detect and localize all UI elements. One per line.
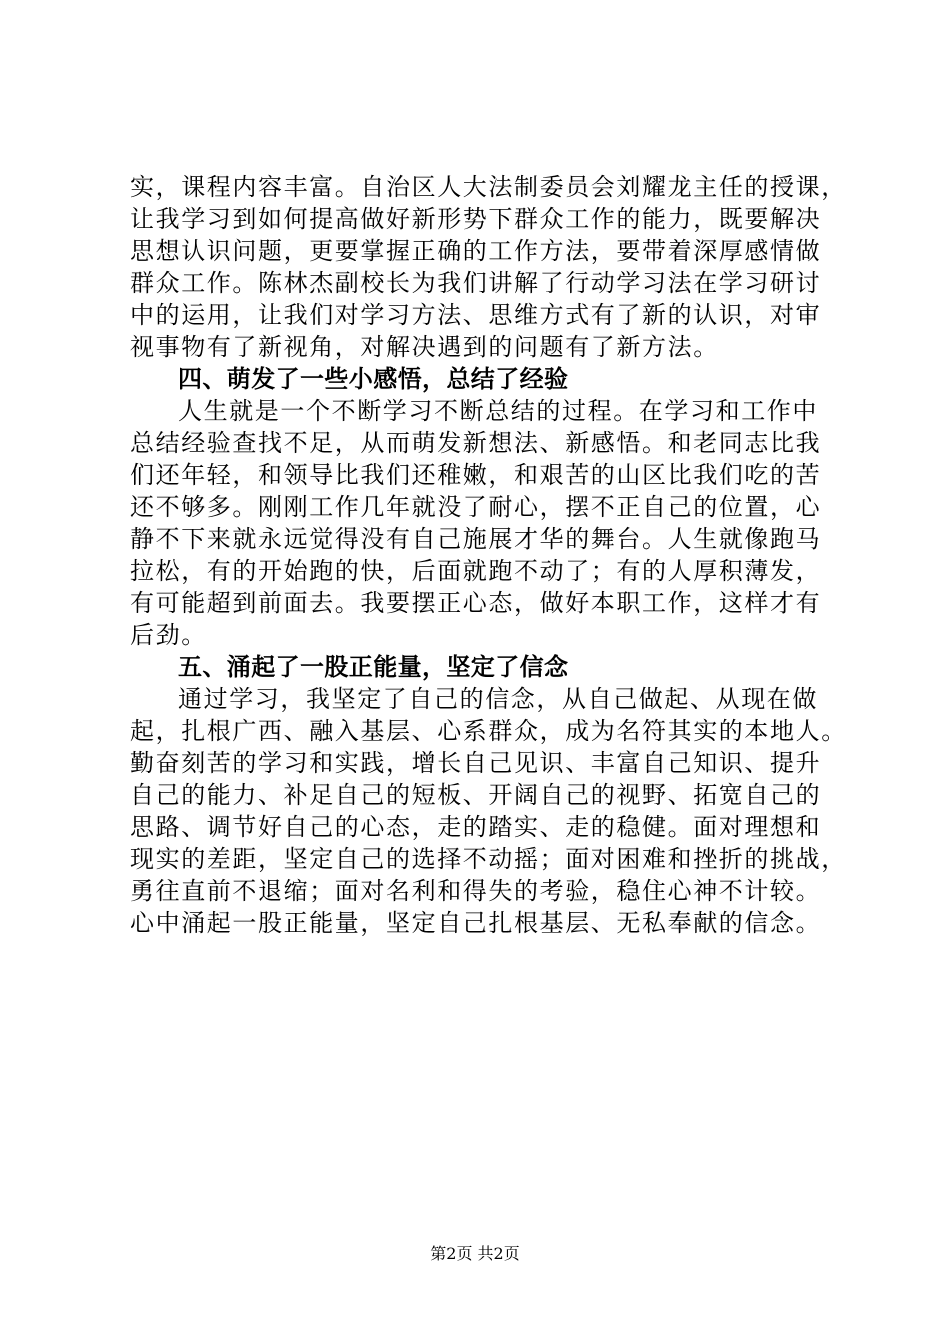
- paragraph-line: 总结经验查找不足，从而萌发新想法、新感悟。和老同志比我: [130, 429, 822, 457]
- paragraph-line: 通过学习，我坚定了自己的信念，从自己做起、从现在做: [178, 685, 818, 713]
- document-body: [130, 171, 847, 939]
- paragraph-line: 中的运用，让我们对学习方法、思维方式有了新的认识，对审: [130, 301, 822, 329]
- paragraph-line: 有可能超到前面去。我要摆正心态，做好本职工作，这样才有: [130, 589, 822, 617]
- section-heading-5: 五、涌起了一股正能量，坚定了信念: [178, 653, 569, 681]
- paragraph-line: 群众工作。陈林杰副校长为我们讲解了行动学习法在学习研讨: [130, 269, 822, 297]
- paragraph-line: 静不下来就永远觉得没有自己施展才华的舞台。人生就像跑马: [130, 525, 822, 553]
- paragraph-line: 心中涌起一股正能量，坚定自己扎根基层、无私奉献的信念。: [130, 909, 822, 937]
- page-number-footer: 第2页 共2页: [430, 1244, 520, 1263]
- paragraph-line: 让我学习到如何提高做好新形势下群众工作的能力，既要解决: [130, 205, 822, 233]
- paragraph-line: 拉松，有的开始跑的快，后面就跑不动了；有的人厚积薄发，: [130, 557, 822, 585]
- paragraph-line: 实，课程内容丰富。自治区人大法制委员会刘耀龙主任的授课，: [130, 173, 847, 201]
- paragraph-line: 还不够多。刚刚工作几年就没了耐心，摆不正自己的位置，心: [130, 493, 822, 521]
- section-heading-4: 四、萌发了一些小感悟，总结了经验: [178, 365, 569, 393]
- paragraph-line: 起，扎根广西、融入基层、心系群众，成为名符其实的本地人。: [130, 717, 847, 745]
- paragraph-line: 思想认识问题，更要掌握正确的工作方法，要带着深厚感情做: [130, 237, 822, 265]
- paragraph-line: 视事物有了新视角，对解决遇到的问题有了新方法。: [130, 333, 719, 361]
- paragraph-line: 勇往直前不退缩；面对名利和得失的考验，稳住心神不计较。: [130, 877, 822, 905]
- paragraph-line: 思路、调节好自己的心态，走的踏实、走的稳健。面对理想和: [130, 813, 822, 841]
- paragraph-line: 后劲。: [130, 621, 207, 649]
- paragraph-line: 现实的差距，坚定自己的选择不动摇；面对困难和挫折的挑战，: [130, 845, 847, 873]
- paragraph-line: 人生就是一个不断学习不断总结的过程。在学习和工作中: [178, 397, 818, 425]
- paragraph-line: 们还年轻，和领导比我们还稚嫩，和艰苦的山区比我们吃的苦: [130, 461, 822, 489]
- paragraph-line: 自己的能力、补足自己的短板、开阔自己的视野、拓宽自己的: [130, 781, 822, 809]
- paragraph-line: 勤奋刻苦的学习和实践，增长自己见识、丰富自己知识、提升: [130, 749, 822, 777]
